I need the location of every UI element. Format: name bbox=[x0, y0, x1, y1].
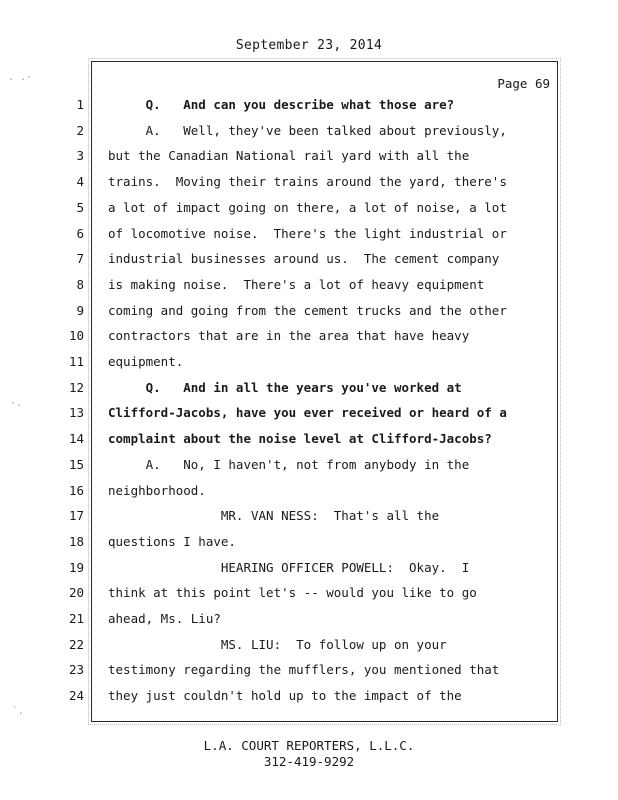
line-number: 7 bbox=[76, 251, 84, 266]
line-number: 18 bbox=[68, 534, 84, 549]
line-text: neighborhood. bbox=[108, 483, 206, 498]
line-number: 13 bbox=[68, 405, 84, 420]
line-text: equipment. bbox=[108, 354, 184, 369]
line-text: MR. VAN NESS: That's all the bbox=[108, 508, 440, 523]
scan-speck: ·. bbox=[10, 398, 23, 409]
line-number: 1 bbox=[76, 97, 84, 112]
line-number: 5 bbox=[76, 200, 84, 215]
line-number: 12 bbox=[68, 380, 84, 395]
transcript-date: September 23, 2014 bbox=[235, 38, 383, 53]
line-number: 22 bbox=[68, 637, 84, 652]
line-text: coming and going from the cement trucks and the other bbox=[108, 303, 507, 318]
page-number: Page 69 bbox=[497, 76, 550, 91]
line-number: 24 bbox=[68, 688, 84, 703]
line-text: Q. And in all the years you've worked at bbox=[108, 380, 462, 395]
line-number: 20 bbox=[68, 585, 84, 600]
line-text: testimony regarding the mufflers, you mentioned that bbox=[108, 662, 500, 677]
line-number: 4 bbox=[76, 174, 84, 189]
line-text: trains. Moving their trains around the yard, there's bbox=[108, 174, 507, 189]
line-number: 19 bbox=[68, 560, 84, 575]
line-text: A. Well, they've been talked about previously, bbox=[108, 123, 507, 138]
line-number: 15 bbox=[68, 457, 84, 472]
line-text: HEARING OFFICER POWELL: Okay. I bbox=[108, 560, 470, 575]
line-number: 8 bbox=[76, 277, 84, 292]
line-text: complaint about the noise level at Clifford-Jacobs? bbox=[108, 431, 492, 446]
line-text: contractors that are in the area that have heavy bbox=[108, 328, 470, 343]
line-number: 21 bbox=[68, 611, 84, 626]
line-text: Q. And can you describe what those are? bbox=[108, 97, 455, 112]
line-text: industrial businesses around us. The cement company bbox=[108, 251, 500, 266]
line-number: 9 bbox=[76, 303, 84, 318]
line-number: 16 bbox=[68, 483, 84, 498]
line-number: 6 bbox=[76, 226, 84, 241]
line-number: 10 bbox=[68, 328, 84, 343]
line-text: think at this point let's -- would you like to go bbox=[108, 585, 477, 600]
line-text: A. No, I haven't, not from anybody in the bbox=[108, 457, 470, 472]
line-text: questions I have. bbox=[108, 534, 236, 549]
footer-company: L.A. COURT REPORTERS, L.L.C. bbox=[203, 738, 415, 753]
line-number: 2 bbox=[76, 123, 84, 138]
footer-phone: 312-419-9292 bbox=[263, 754, 355, 769]
line-text: a lot of impact going on there, a lot of noise, a lot bbox=[108, 200, 507, 215]
line-number: 23 bbox=[68, 662, 84, 677]
line-number: 11 bbox=[68, 354, 84, 369]
line-number: 14 bbox=[68, 431, 84, 446]
line-text: MS. LIU: To follow up on your bbox=[108, 637, 447, 652]
line-text: of locomotive noise. There's the light industrial or bbox=[108, 226, 507, 241]
line-text: they just couldn't hold up to the impact of the bbox=[108, 688, 462, 703]
scan-speck: `. bbox=[12, 706, 25, 717]
line-number: 3 bbox=[76, 148, 84, 163]
line-text: ahead, Ms. Liu? bbox=[108, 611, 221, 626]
line-text: but the Canadian National rail yard with all the bbox=[108, 148, 470, 163]
line-number: 17 bbox=[68, 508, 84, 523]
line-text: is making noise. There's a lot of heavy equipment bbox=[108, 277, 485, 292]
scan-speck: . .· bbox=[8, 72, 33, 83]
line-text: Clifford-Jacobs, have you ever received or heard of a bbox=[108, 405, 507, 420]
